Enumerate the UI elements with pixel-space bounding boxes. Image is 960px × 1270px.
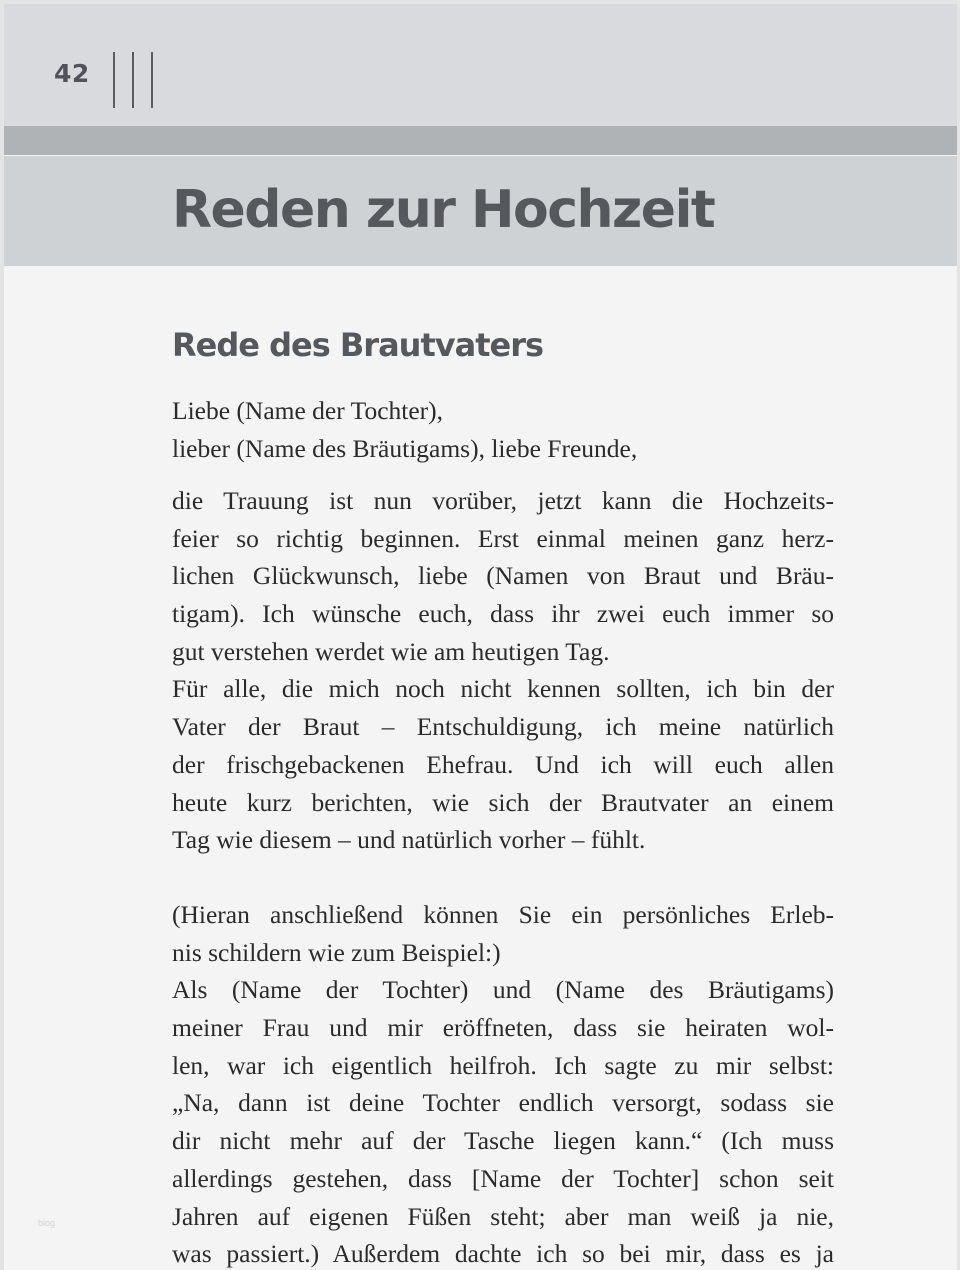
text-line: gut verstehen werdet wie am heutigen Tag. [172, 636, 610, 666]
text-line: feier so richtig beginnen. Erst einmal meinen ganz herz- [172, 523, 834, 553]
text-line: len, war ich eigentlich heilfroh. Ich sagte zu mir selbst: [172, 1050, 834, 1080]
text-line: nis schildern wie zum Beispiel:) [172, 937, 501, 967]
text-line: die Trauung ist nun vorüber, jetzt kann die Hochzeits- [172, 486, 834, 515]
text-line: tigam). Ich wünsche euch, dass ihr zwei euch immer so [172, 599, 834, 629]
salutation [172, 392, 834, 467]
text-line: Tag wie diesem – und natürlich vorher – fühlt. [172, 825, 646, 855]
decorative-rule-icon [113, 52, 115, 108]
watermark: blog [38, 1218, 56, 1228]
header-band [4, 4, 957, 126]
divider-stripe [4, 126, 957, 155]
text-line: Jahren auf eigenen Füßen steht; aber man weiß ja nie, [172, 1201, 834, 1231]
section-title: Rede des Brautvaters [172, 326, 544, 364]
paragraph-2 [172, 896, 834, 1270]
text-line: lichen Glückwunsch, liebe (Namen von Braut und Bräu- [172, 561, 834, 591]
text-line: lieber (Name des Bräutigams), liebe Freunde, [172, 433, 638, 463]
decorative-rule-icon [151, 52, 153, 108]
page-number: 42 [54, 59, 90, 88]
text-line: heute kurz berichten, wie sich der Brautvater an einem [172, 787, 834, 817]
text-line: Liebe (Name der Tochter), [172, 396, 444, 425]
decorative-rule-icon [132, 52, 134, 108]
paragraph-1 [172, 482, 834, 859]
book-page [4, 4, 957, 1270]
text-line: allerdings gestehen, dass [Name der Tochter] schon seit [172, 1163, 834, 1193]
text-line: der frischgebackenen Ehefrau. Und ich will euch allen [172, 749, 834, 779]
text-line: (Hieran anschließend können Sie ein persönliches Erleb- [172, 900, 834, 929]
text-line: dir nicht mehr auf der Tasche liegen kann.“ (Ich muss [172, 1126, 834, 1156]
chapter-title: Reden zur Hochzeit [172, 180, 715, 240]
text-line: Vater der Braut – Entschuldigung, ich meine natürlich [172, 712, 834, 742]
text-line: Für alle, die mich noch nicht kennen sollten, ich bin der [172, 674, 834, 704]
text-line: Als (Name der Tochter) und (Name des Bräutigams) [172, 975, 834, 1005]
text-line: meiner Frau und mir eröffneten, dass sie heiraten wol- [172, 1013, 834, 1043]
text-line: „Na, dann ist deine Tochter endlich versorgt, sodass sie [172, 1088, 834, 1118]
text-line: was passiert.) Außerdem dachte ich so bei mir, dass es ja [172, 1239, 834, 1269]
